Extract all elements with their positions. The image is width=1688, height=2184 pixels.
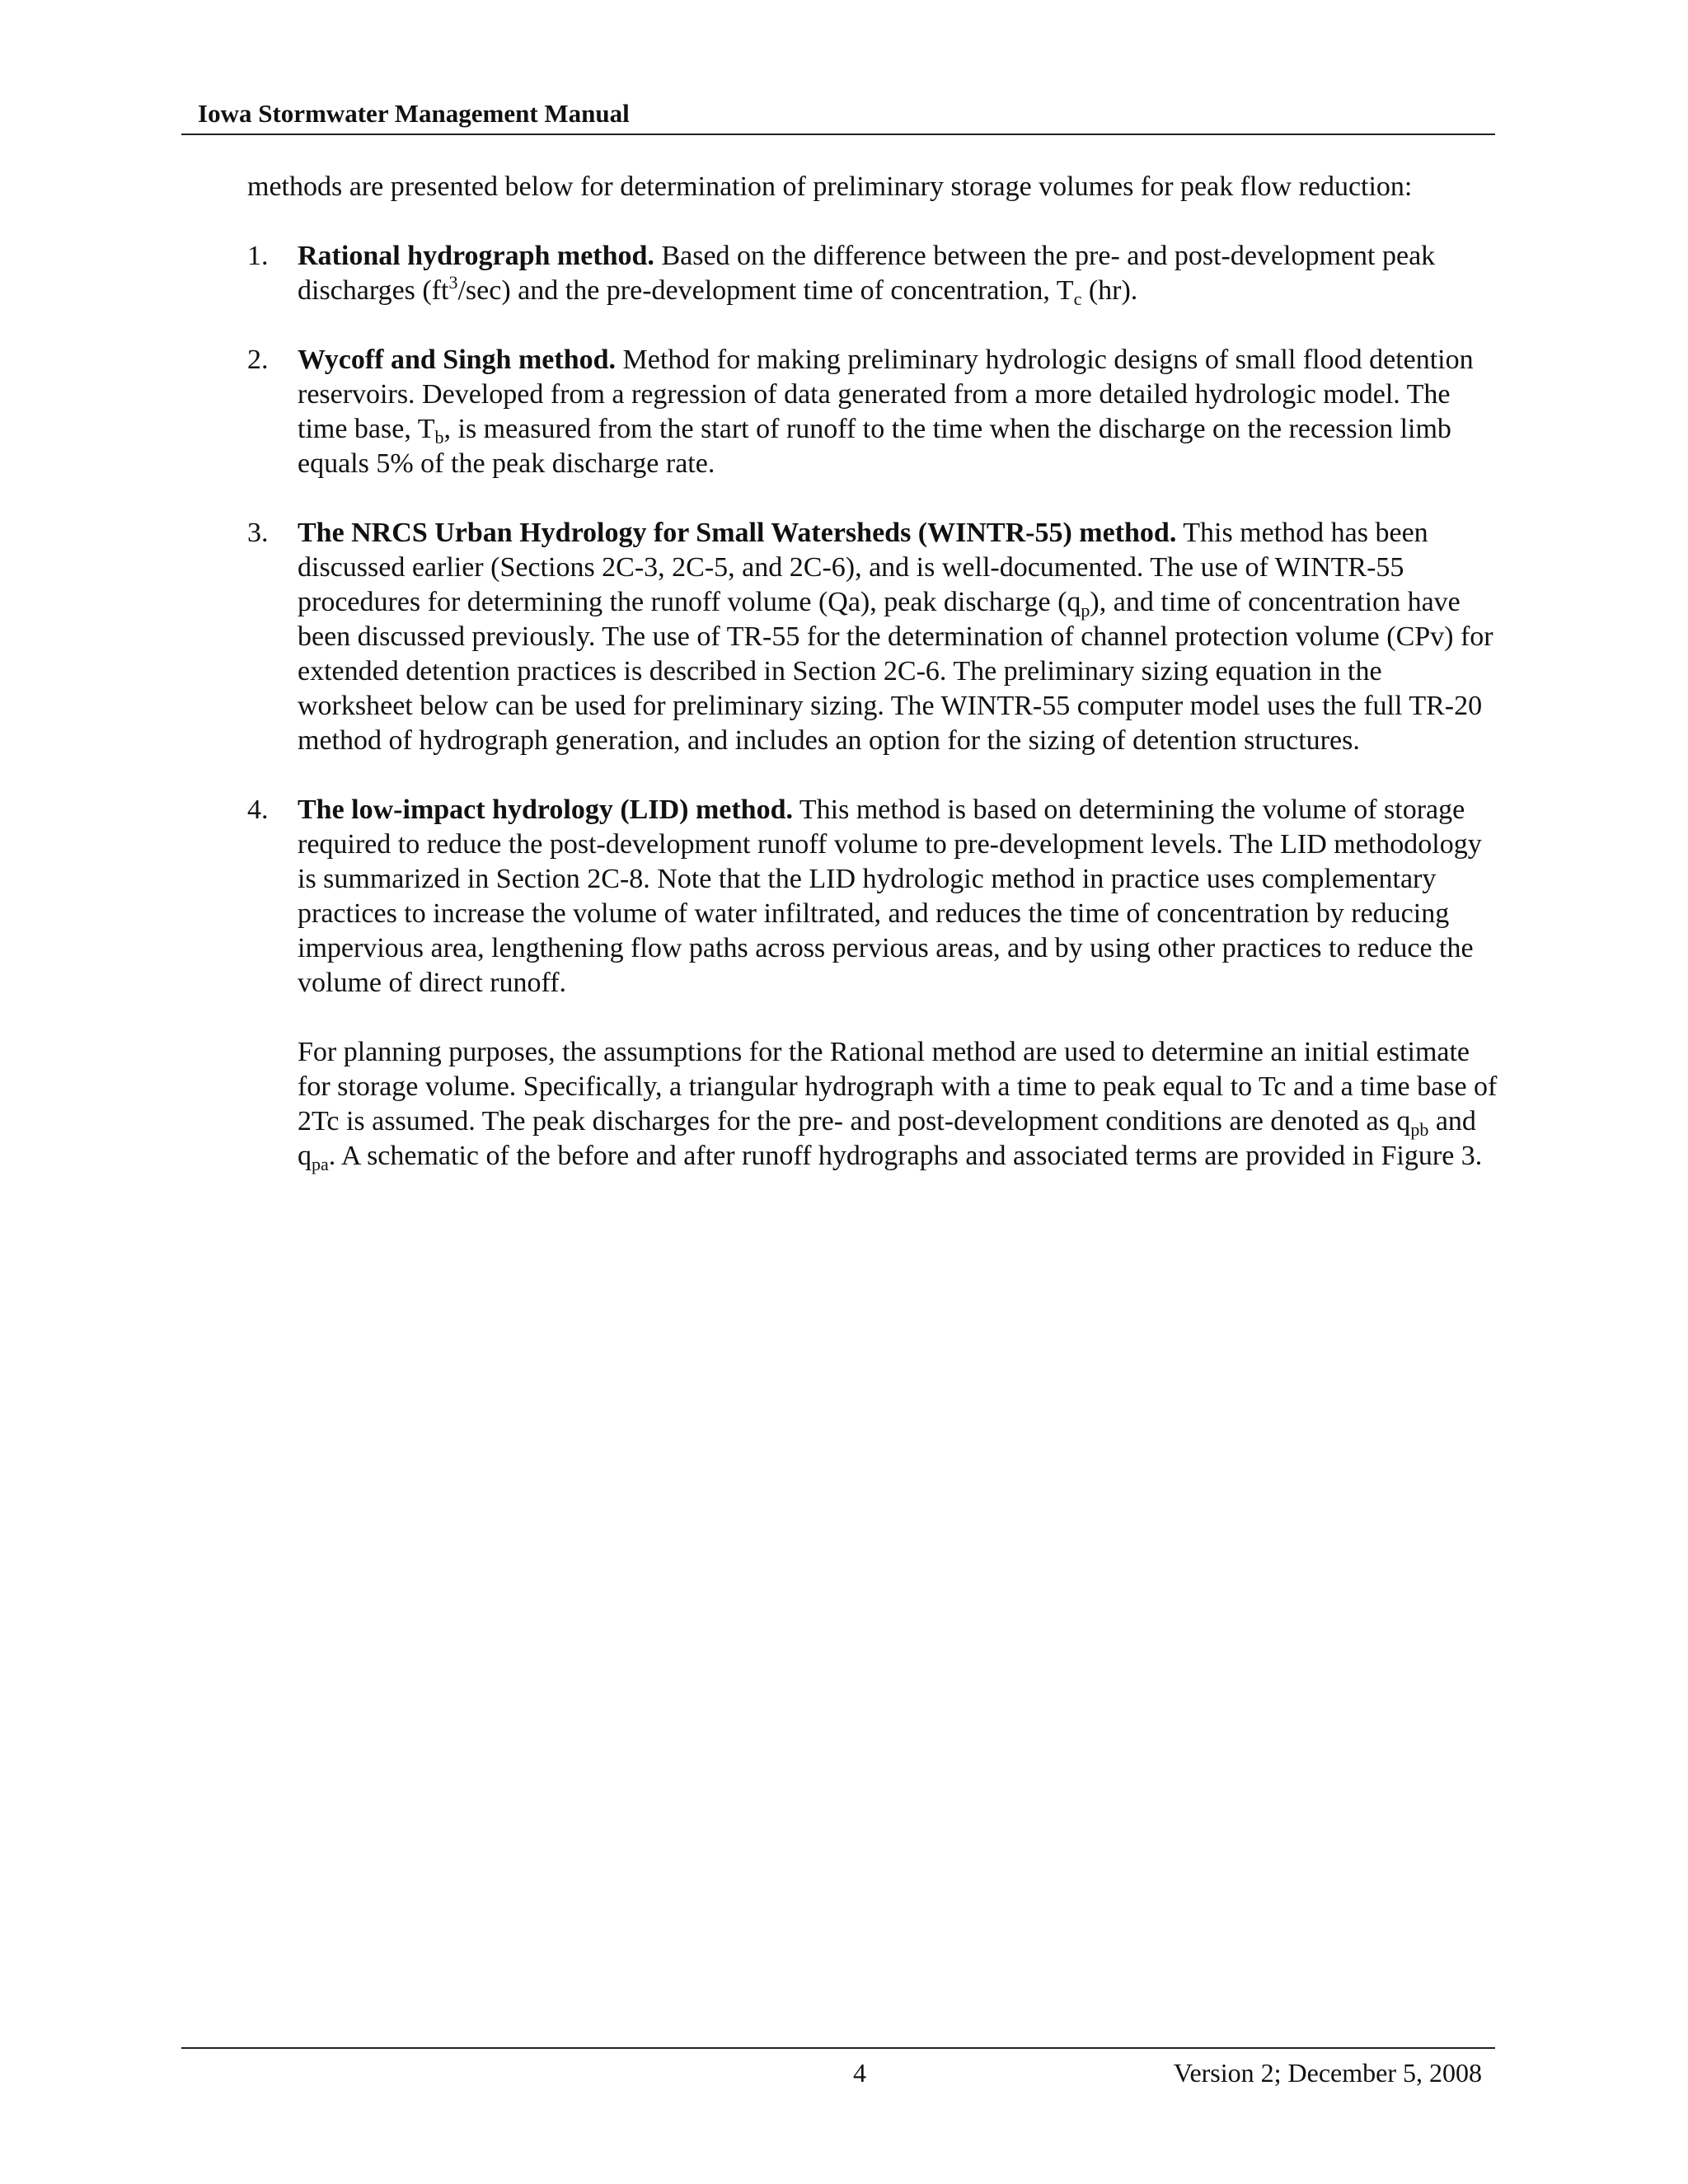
planning-text: and q <box>298 1106 1476 1171</box>
page-number: 4 <box>853 2058 866 2088</box>
list-item <box>247 239 1500 308</box>
list-item-text: This method has been discussed earlier (Sections 2C-3, 2C-5, and 2C-6), and is well-documented. The use of WINTR-55 procedures for determining the runoff volume (Qa), peak discharge (q <box>298 518 1428 617</box>
planning-paragraph <box>298 1035 1500 1174</box>
page-content <box>247 170 1500 1174</box>
list-item-title: The low-impact hydrology (LID) method. <box>298 794 793 825</box>
subscript: pb <box>1410 1119 1429 1140</box>
list-item-title: Wycoff and Singh method. <box>298 344 617 375</box>
list-item-text: ), and time of concentration have been discussed previously. The use of TR-55 for the determination of channel protection volume (CPv) for extended detention practices is described in Section 2C-6. The preliminary sizing equation in the worksheet below can be used for preliminary sizing. The WINTR-55 computer model uses the full TR-20 method of hydrograph generation, and includes an option for the sizing of detention structures. <box>298 587 1493 756</box>
list-item <box>247 793 1500 1001</box>
list-item-number: 1. <box>247 241 269 271</box>
list-item <box>247 516 1500 758</box>
list-item-number: 4. <box>247 794 269 825</box>
list-item-text: , is measured from the start of runoff to the time when the discharge on the recession limb equals 5% of the peak discharge rate. <box>298 414 1451 479</box>
page-header <box>181 97 1495 135</box>
list-item-title: Rational hydrograph method. <box>298 241 654 271</box>
superscript: 3 <box>448 272 458 293</box>
list-item-number: 2. <box>247 344 269 375</box>
list-item-text: /sec) and the pre-development time of concentration, T <box>457 275 1074 306</box>
planning-text: For planning purposes, the assumptions for the Rational method are used to determine an initial estimate for storage volume. Specifically, a triangular hydrograph with a time to peak equal to Tc and a time base of 2Tc is assumed. The peak discharges for the pre- and post-development conditions are denoted as q <box>298 1037 1498 1137</box>
list-item-text: Based on the difference between the pre- and post-development peak discharges (ft <box>298 241 1436 306</box>
list-item-text: Method for making preliminary hydrologic designs of small flood detention reservoirs. Developed from a regression of data generated from a more detailed hydrologic model. The time base, T <box>298 344 1474 444</box>
methods-list <box>247 239 1500 1001</box>
version-date: Version 2; December 5, 2008 <box>1173 2058 1482 2088</box>
list-item <box>247 343 1500 481</box>
subscript: c <box>1073 288 1082 309</box>
subscript: pa <box>312 1154 329 1174</box>
subscript: p <box>1081 600 1090 621</box>
page-footer <box>181 2047 1495 2098</box>
list-item-title: The NRCS Urban Hydrology for Small Watersheds (WINTR-55) method. <box>298 518 1177 548</box>
list-item-text: (hr). <box>1081 275 1138 306</box>
subscript: b <box>434 427 444 448</box>
manual-title: Iowa Stormwater Management Manual <box>198 99 630 128</box>
list-item-number: 3. <box>247 518 269 548</box>
list-item-text: This method is based on determining the volume of storage required to reduce the post-development runoff volume to pre-development levels. The LID methodology is summarized in Section 2C-8. Note that the LID hydrologic method in practice uses complementary practices to increase the volume of water infiltrated, and reduces the time of concentration by reducing impervious area, lengthening flow paths across pervious areas, and by using other practices to reduce the volume of direct runoff. <box>298 794 1482 998</box>
intro-paragraph: methods are presented below for determination of preliminary storage volumes for peak flow reduction: <box>247 171 1413 202</box>
planning-text: . A schematic of the before and after runoff hydrographs and associated terms are provided in Figure 3. <box>328 1141 1483 1171</box>
